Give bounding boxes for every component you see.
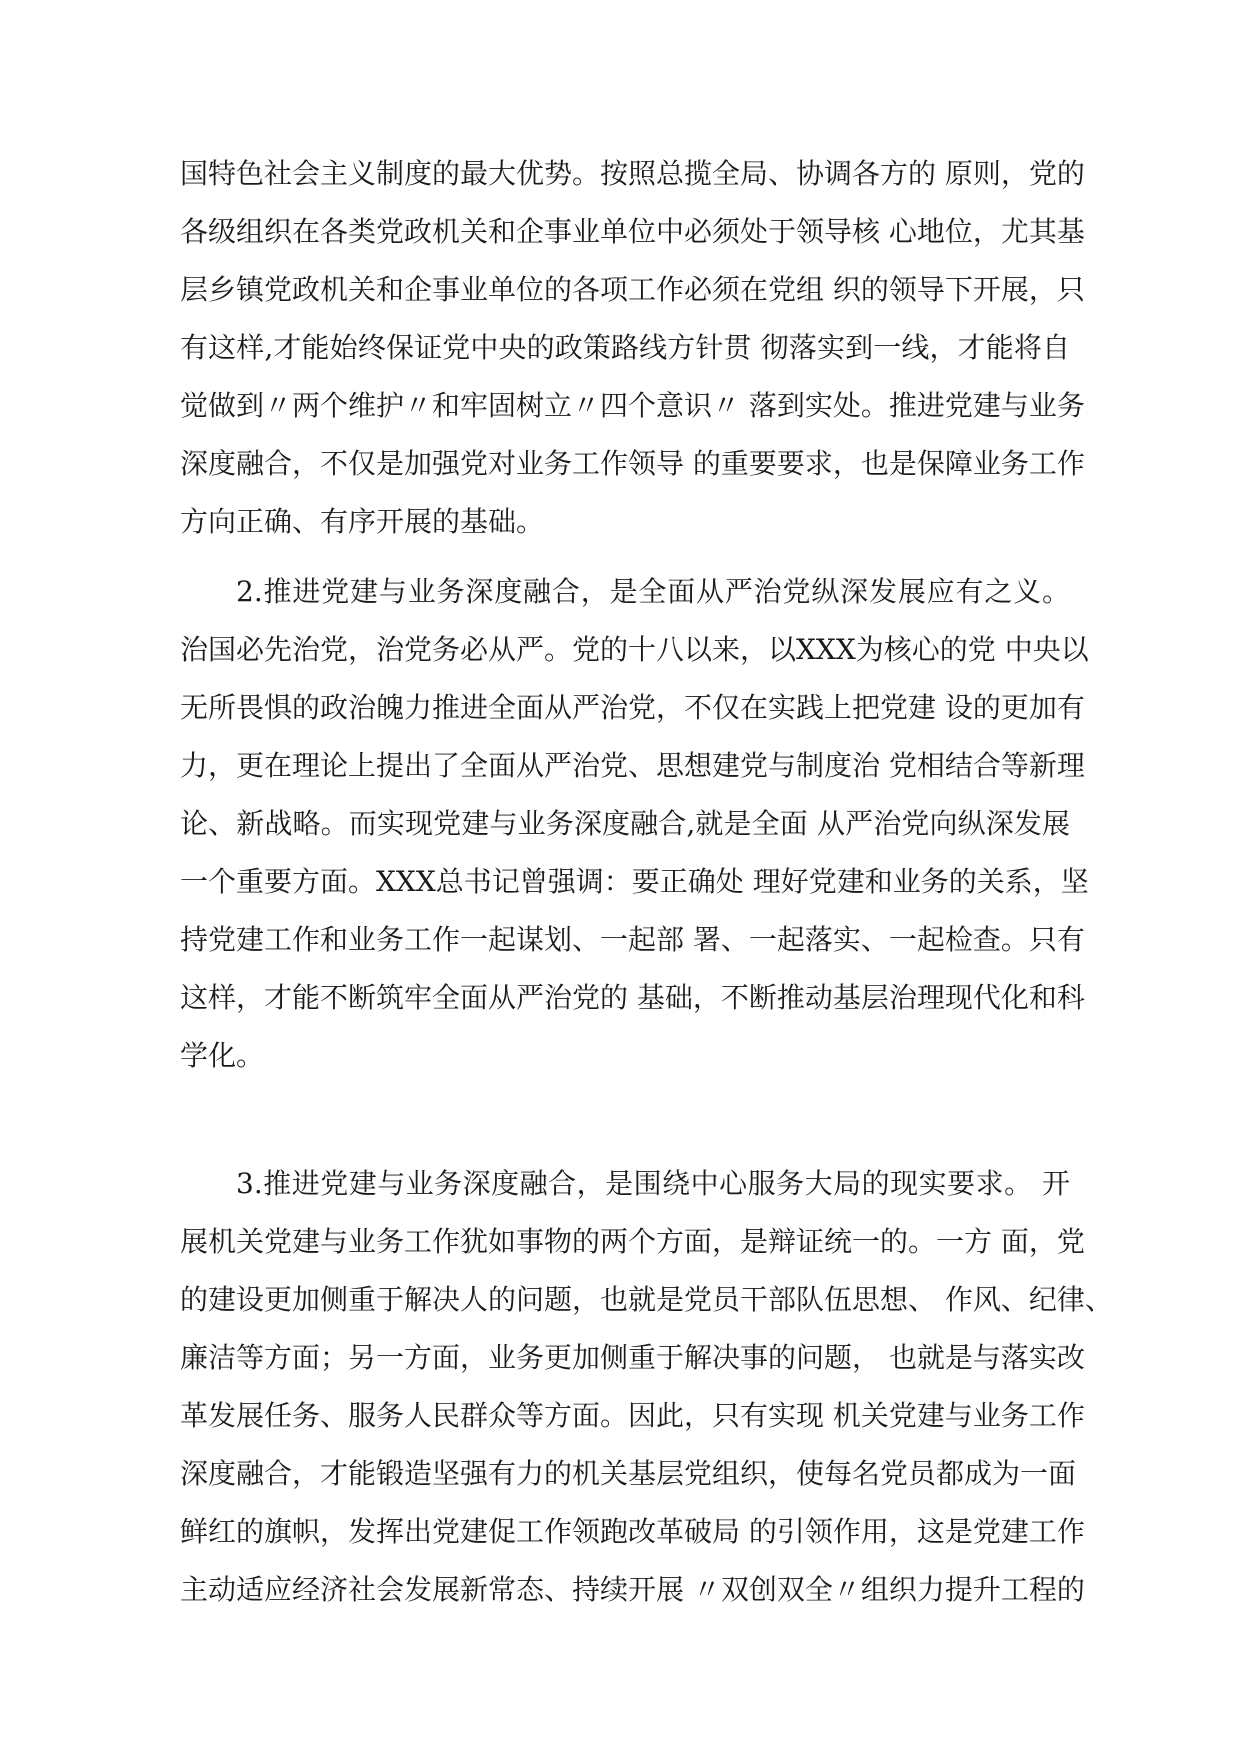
text-line: 这样，才能不断筑牢全面从严治党的 基础，不断推动基层治理现代化和科 [180, 981, 1085, 1014]
text-line: 有这样,才能始终保证党中央的政策路线方针贯 彻落实到一线，才能将自 [180, 331, 1070, 364]
text-line: 无所畏惧的政治魄力推进全面从严治党，不仅在实践上把党建 设的更加有 [180, 691, 1085, 724]
text-line: 方向正确、有序开展的基础。 [180, 505, 545, 538]
text-line: 国特色社会主义制度的最大优势。按照总揽全局、协调各方的 原则，党的 [180, 157, 1085, 190]
text-line: 层乡镇党政机关和企事业单位的各项工作必须在党组 织的领导下开展，只 [180, 273, 1085, 306]
paragraph-heading-line: 2.推进党建与业务深度融合，是全面从严治党纵深发展应有之义。 [236, 575, 1070, 608]
text-line: 鲜红的旗帜，发挥出党建促工作领跑改革破局 的引领作用，这是党建工作 [180, 1515, 1085, 1548]
text-line: 一个重要方面。XXX总书记曾强调：要正确处 理好党建和业务的关系，坚 [180, 865, 1089, 898]
text-line: 治国必先治党，治党务必从严。党的十八以来，以XXX为核心的党 中央以 [180, 633, 1089, 666]
text-line: 各级组织在各类党政机关和企事业单位中必须处于领导核 心地位，尤其基 [180, 215, 1085, 248]
paragraph-3 [180, 1155, 1113, 1619]
paragraph-1 [180, 145, 1085, 551]
text-line: 觉做到〃两个维护〃和牢固树立〃四个意识〃 落到实处。推进党建与业务 [180, 389, 1085, 422]
paragraph-heading-line: 3.推进党建与业务深度融合，是围绕中心服务大局的现实要求。 开 [236, 1167, 1070, 1200]
text-line: 深度融合，才能锻造坚强有力的机关基层党组织，使每名党员都成为一面 [180, 1457, 1077, 1490]
text-line: 革发展任务、服务人民群众等方面。因此，只有实现 机关党建与业务工作 [180, 1399, 1085, 1432]
text-line: 学化。 [180, 1039, 265, 1072]
text-line: 论、新战略。而实现党建与业务深度融合,就是全面 从严治党向纵深发展 [180, 807, 1070, 840]
text-line: 力，更在理论上提出了全面从严治党、思想建党与制度治 党相结合等新理 [180, 749, 1085, 782]
text-line: 廉洁等方面；另一方面，业务更加侧重于解决事的问题， 也就是与落实改 [180, 1341, 1085, 1374]
text-line: 主动适应经济社会发展新常态、持续开展 〃双创双全〃组织力提升工程的 [180, 1573, 1085, 1606]
text-line: 的建设更加侧重于解决人的问题，也就是党员干部队伍思想、 作风、纪律、 [180, 1283, 1113, 1316]
text-line: 持党建工作和业务工作一起谋划、一起部 署、一起落实、一起检查。只有 [180, 923, 1085, 956]
paragraph-2 [180, 563, 1089, 1085]
text-line: 展机关党建与业务工作犹如事物的两个方面，是辩证统一的。一方 面，党 [180, 1225, 1085, 1258]
text-line: 深度融合，不仅是加强党对业务工作领导 的重要要求，也是保障业务工作 [180, 447, 1085, 480]
